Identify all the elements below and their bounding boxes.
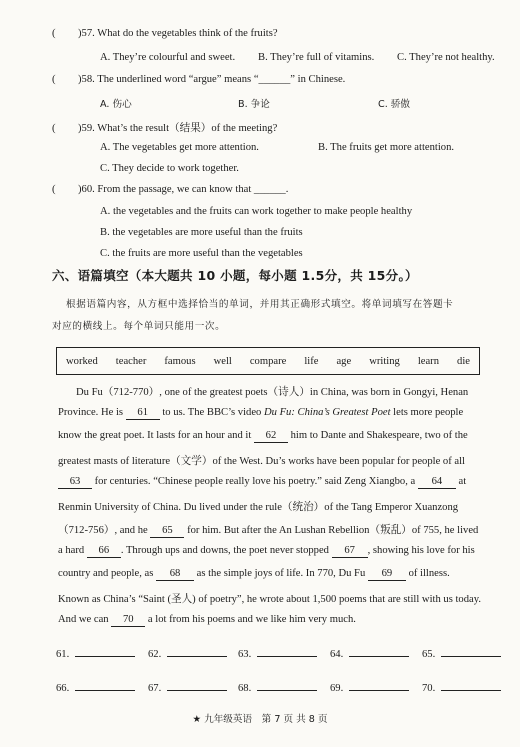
answer-paren: ( [52,123,56,134]
passage-text: （712-756）, and he [58,525,148,536]
passage-text: know the great poet. It lasts for an hour and it [58,430,252,441]
option-b: B. 争论 [238,99,270,110]
blank-63: 63 [58,476,92,489]
answer-line[interactable] [75,680,135,691]
word-bank-item: teacher [115,355,147,367]
answer-slot-69[interactable] [330,680,409,694]
section-instructions: 根据语篇内容，从方框中选择恰当的单词，并用其正确形式填空。将单词填写在答题卡 [66,299,454,310]
question-text: )57. What do the vegetables think of the fruits? [78,28,278,39]
word-bank-item: famous [164,355,196,367]
blank-69: 69 [368,568,406,581]
question-57 [52,28,278,39]
passage-line [58,522,498,538]
passage-text: a lot from his poems and we like him very much. [147,614,356,625]
answer-number: 65. [422,649,436,660]
passage-line: Known as China’s “Saint (圣人) of poetry”, he wrote about 1,500 poems that are still with us today. [58,594,481,605]
passage-text: of illness. [408,568,450,579]
blank-61: 61 [126,407,160,420]
option-c: C. They’re not healthy. [397,52,495,63]
answer-number: 62. [148,649,162,660]
question-59 [52,120,277,135]
answer-line[interactable] [257,646,317,657]
q59-option-c: C. They decide to work together. [100,163,239,174]
word-bank-item: age [336,355,352,367]
blank-66: 66 [87,545,121,558]
answer-slot-67[interactable] [148,680,227,694]
answer-slot-66[interactable] [56,680,135,694]
blank-62: 62 [254,430,288,443]
passage-line [58,545,498,558]
section-instructions-cont: 对应的横线上。每个单词只能用一次。 [52,321,226,332]
q58-options [100,96,410,110]
passage-line: Du Fu（712-770）, one of the greatest poets（诗人）in China, was born in Gongyi, Henan [76,387,469,398]
q59-option-a: A. The vegetables get more attention. [100,142,259,153]
passage-text: country and people, as [58,568,154,579]
word-bank-item: die [457,355,470,367]
answer-number: 69. [330,683,344,694]
blank-70: 70 [111,614,145,627]
passage-line: greatest masts of literature（文学）of the West. Du’s works have been popular for people of all [58,456,465,467]
question-text: )59. What’s the result（结果）of the meeting? [78,123,278,134]
answer-line[interactable] [167,680,227,691]
answer-number: 68. [238,683,252,694]
question-58 [52,74,345,85]
passage-text: at [458,476,467,487]
answer-line[interactable] [441,646,501,657]
question-text: )60. From the passage, we can know that ______. [78,184,289,195]
passage-line [58,476,498,489]
answer-line[interactable] [441,680,501,691]
passage-text: Province. He is [58,407,124,418]
answer-line[interactable] [349,680,409,691]
video-title: Du Fu: China’s Greatest Poet [263,407,391,418]
word-bank-item: writing [369,355,400,367]
option-c: C. 骄傲 [378,99,410,110]
q60-option-c: C. the fruits are more useful than the vegetables [100,248,303,259]
q57-options [100,52,495,63]
answer-slot-65[interactable] [422,646,501,660]
passage-line: Renmin University of China. Du lived under the rule（统治）of the Tang Emperor Xuanzong [58,502,459,513]
word-bank-item: learn [417,355,440,367]
word-bank [56,347,480,375]
option-b: B. They’re full of vitamins. [258,52,375,63]
passage-text: for him. But after the An Lushan Rebellion（叛乱）of 755, he lived [187,525,479,536]
answer-paren: ( [52,74,56,85]
blank-68: 68 [156,568,194,581]
passage-text: lets more people [393,407,464,418]
answer-paren: ( [52,28,56,39]
answer-slot-62[interactable] [148,646,227,660]
q59-option-b: B. The fruits get more attention. [318,142,455,153]
answer-number: 66. [56,683,70,694]
answer-number: 64. [330,649,344,660]
word-bank-item: well [213,355,232,367]
section-title: 六、语篇填空（本大题共 10 小题，每小题 1.5分，共 15分。） [52,268,418,283]
passage-text: . Through ups and downs, the poet never stopped [120,545,329,556]
passage-line [58,568,498,581]
passage-text: , showing his love for his [367,545,475,556]
answer-number: 63. [238,649,252,660]
passage-line [58,614,498,627]
answer-slot-68[interactable] [238,680,317,694]
answer-slot-63[interactable] [238,646,317,660]
passage-text: And we can [58,614,109,625]
word-bank-item: life [304,355,319,367]
word-bank-item: worked [66,355,98,367]
passage-text: for centuries. “Chinese people really love his poetry.” said Zeng Xiangbo, a [94,476,416,487]
answer-line[interactable] [349,646,409,657]
answer-number: 67. [148,683,162,694]
q60-option-b: B. the vegetables are more useful than the fruits [100,227,303,238]
passage-text: a hard [58,545,85,556]
passage-line [58,430,498,443]
passage-line [58,407,498,420]
answer-line[interactable] [167,646,227,657]
answer-slot-70[interactable] [422,680,501,694]
passage-text: to us. The BBC’s video [162,407,262,418]
blank-67: 67 [332,545,368,558]
answer-line[interactable] [75,646,135,657]
blank-64: 64 [418,476,456,489]
q60-option-a: A. the vegetables and the fruits can work together to make people healthy [100,206,413,217]
answer-line[interactable] [257,680,317,691]
answer-slot-61[interactable] [56,646,135,660]
blank-65: 65 [150,525,184,538]
passage-text: as the simple joys of life. In 770, Du Fu [196,568,366,579]
answer-number: 70. [422,683,436,694]
option-a: A. They’re colourful and sweet. [100,52,236,63]
passage-text: him to Dante and Shakespeare, two of the [290,430,468,441]
answer-slot-64[interactable] [330,646,409,660]
question-text: )58. The underlined word “argue” means “______” in Chinese. [78,74,346,85]
page-footer: ★ 九年级英语 第 7 页 共 8 页 [192,714,328,725]
question-60 [52,184,288,195]
word-bank-item: compare [249,355,287,367]
answer-paren: ( [52,184,56,195]
option-a: A. 伤心 [100,99,132,110]
answer-number: 61. [56,649,70,660]
